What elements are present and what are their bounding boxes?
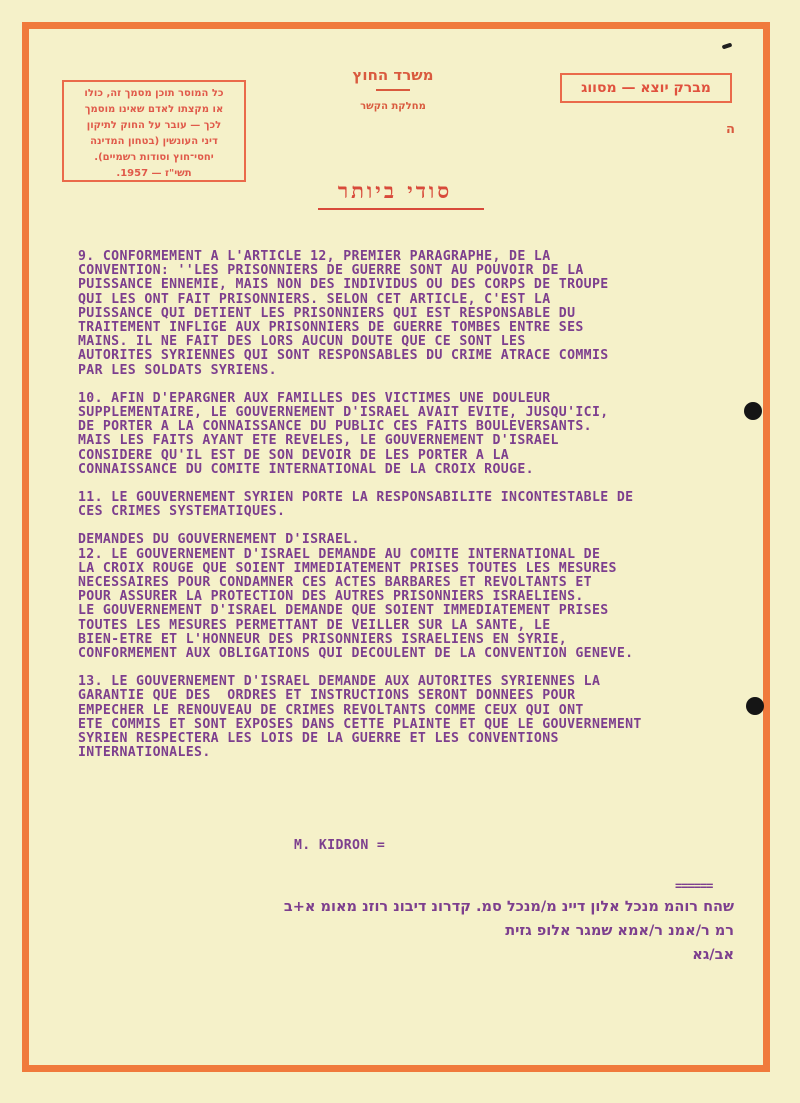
paragraph-13 [78,675,768,760]
text-line: SYRIEN RESPECTERA LES LOIS DE LA GUERRE ET LES CONVENTIONS [78,731,559,747]
text-line: BIEN-ETRE ET L'HONNEUR DES PRISONNIERS ISRAELIENS EN SYRIE, [78,631,568,647]
text-line: DE PORTER A LA CONNAISSANCE DU PUBLIC CES FAITS BOULEVERSANTS. [78,419,592,435]
notice-line: תשי"ז — 1957. [116,168,192,179]
paragraph-11 [78,491,768,519]
text-line: 11. LE GOUVERNEMENT SYRIEN PORTE LA RESPONSABILITE INCONTESTABLE DE [78,490,634,506]
distribution-list [94,895,734,967]
notice-line: או מקצתו לאדם שאינו מוסמך [84,104,224,115]
text-line: SUPPLEMENTAIRE, LE GOUVERNEMENT D'ISRAEL AVAIT EVITE, JUSQU'ICI, [78,405,609,421]
text-line: DEMANDES DU GOUVERNEMENT D'ISRAEL. [78,532,360,548]
ministry-divider [376,89,410,91]
text-line: QUI LES ONT FAIT PRISONNIERS. SELON CET ARTICLE, C'EST LA [78,291,551,307]
text-line: EMPECHER LE RENOUVEAU DE CRIMES REVOLTANTS COMME CEUX QUI ONT [78,702,584,718]
text-line: PUISSANCE ENNEMIE, MAIS NON DES INDIVIDUS OU DES CORPS DE TROUPE [78,277,609,293]
text-line: TOUTES LES MESURES PERMETTANT DE VEILLER SUR LA SANTE, LE [78,617,551,633]
distribution-line: רמ ר/אמנ ר/אמא שמגר אלופ גזית [505,923,734,939]
paragraph-10 [78,392,768,477]
text-line: POUR ASSURER LA PROTECTION DES AUTRES PRISONNIERS ISRAELIENS. [78,589,584,605]
text-line: 13. LE GOUVERNEMENT D'ISRAEL DEMANDE AUX AUTORITES SYRIENNES LA [78,674,601,690]
telegram-body [78,250,768,775]
text-line: LE GOUVERNEMENT D'ISRAEL DEMANDE QUE SOIENT IMMEDIATEMENT PRISES [78,603,609,619]
signature: M. KIDRON = [294,838,386,853]
separator-dashes: ====== [675,879,713,893]
ministry-name: משרד החוץ [352,66,434,84]
telegram-type-box: מברק יוצא — מסווג [560,73,732,103]
text-line: 10. AFIN D'EPARGNER AUX FAMILLES DES VICTIMES UNE DOULEUR [78,390,551,406]
text-line: MAIS LES FAITS AYANT ETE REVELES, LE GOUVERNEMENT D'ISRAEL [78,433,559,449]
notice-line: כל המוסר תוכן מסמך זה, כולו [84,88,224,99]
punch-hole-mark [744,402,762,420]
notice-line: יחסי־חוץ וסודות רשמיים). [94,152,214,163]
department-name: מחלקת הקשר [360,101,426,112]
notice-line: לכך — עובר על החוק לתיקון [86,120,222,131]
notice-line: דיני העונשין (בטחון המדינה [90,136,218,147]
text-line: LA CROIX ROUGE QUE SOIENT IMMEDIATEMENT PRISES TOUTES LES MESURES [78,560,617,576]
classification-underline [318,208,484,210]
text-line: GARANTIE QUE DES ORDRES ET INSTRUCTIONS SERONT DONNEES POUR [78,688,576,704]
ministry-header [318,66,468,112]
paragraph-12 [78,533,768,661]
paragraph-9 [78,250,768,378]
text-line: 9. CONFORMEMENT A L'ARTICLE 12, PREMIER PARAGRAPHE, DE LA [78,249,551,264]
classification-stamp: סודי ביותר [337,178,453,203]
text-line: CES CRIMES SYSTEMATIQUES. [78,504,286,520]
text-line: CONVENTION: ''LES PRISONNIERS DE GUERRE SONT AU POUVOIR DE LA [78,263,584,279]
text-line: PUISSANCE QUI DETIENT LES PRISONNIERS QUI EST RESPONSABLE DU [78,305,576,321]
text-line: CONNAISSANCE DU COMITE INTERNATIONAL DE LA CROIX ROUGE. [78,461,534,477]
text-line: MAINS. IL NE FAIT DES LORS AUCUN DOUTE QUE CE SONT LES [78,334,526,350]
text-line: CONFORMEMENT AUX OBLIGATIONS QUI DECOULENT DE LA CONVENTION GENEVE. [78,646,634,662]
text-line: CONSIDERE QU'IL EST DE SON DEVOIR DE LES PORTER A LA [78,447,510,463]
reference-letter: ה [726,122,735,137]
text-line: TRAITEMENT INFLIGE AUX PRISONNIERS DE GUERRE TOMBES ENTRE SES [78,320,584,336]
punch-hole-mark [746,697,764,715]
text-line: AUTORITES SYRIENNES QUI SONT RESPONSABLES DU CRIME ATRACE COMMIS [78,348,609,364]
text-line: NECESSAIRES POUR CONDAMNER CES ACTES BARBARES ET REVOLTANTS ET [78,575,592,591]
distribution-line: שהח רוהמ מנכל אלון דיינ מ/מנכל סמ. קדרונ דיבונ רוזנ מאומ א+ב [283,899,734,915]
text-line: PAR LES SOLDATS SYRIENS. [78,362,277,378]
distribution-line: אב/גא [692,947,734,963]
legal-notice-box [62,80,246,182]
text-line: INTERNATIONALES. [78,745,211,761]
text-line: 12. LE GOUVERNEMENT D'ISRAEL DEMANDE AU COMITE INTERNATIONAL DE [78,546,601,562]
text-line: ETE COMMIS ET SONT EXPOSES DANS CETTE PLAINTE ET QUE LE GOUVERNEMENT [78,716,642,732]
